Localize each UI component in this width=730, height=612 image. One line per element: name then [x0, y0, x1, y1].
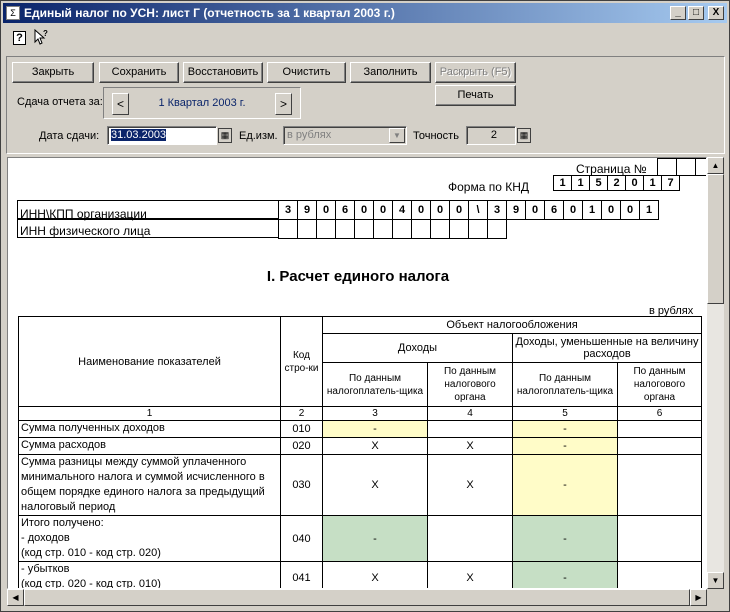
row-c4[interactable]: X — [428, 455, 513, 516]
scroll-corner — [707, 589, 724, 606]
date-input[interactable] — [107, 126, 217, 145]
digit-cell[interactable]: \ — [468, 200, 488, 220]
row-code: 041 — [281, 562, 323, 590]
pointer-help-icon[interactable] — [32, 29, 50, 47]
digit-cell[interactable]: 0 — [563, 200, 583, 220]
digit-cell[interactable]: 9 — [506, 200, 526, 220]
page-label: Страница № — [576, 162, 647, 176]
header-name: Наименование показателей — [19, 317, 281, 407]
vertical-scroll-thumb[interactable] — [707, 174, 724, 304]
toolbar — [5, 26, 50, 50]
row-c3[interactable]: - — [323, 516, 428, 562]
digit-cell[interactable] — [468, 219, 488, 239]
digit-cell[interactable]: 3 — [487, 200, 507, 220]
row-c6[interactable] — [618, 455, 702, 516]
row-c6[interactable] — [618, 516, 702, 562]
digit-cell[interactable]: 1 — [639, 200, 659, 220]
close-window-button[interactable]: X — [708, 6, 724, 20]
clear-button[interactable]: Очистить — [267, 62, 346, 83]
header-by-payer: По данным налогоплатель-щика — [323, 363, 428, 407]
save-button[interactable]: Сохранить — [99, 62, 179, 83]
report-document — [7, 157, 707, 589]
row-c3[interactable]: X — [323, 562, 428, 590]
period-value: 1 Квартал 2003 г. — [158, 97, 246, 109]
digit-cell[interactable] — [297, 219, 317, 239]
title-bar[interactable] — [3, 3, 727, 23]
digit-cell[interactable] — [278, 219, 298, 239]
inn-phys-label: ИНН физического лица — [17, 219, 279, 238]
help-icon[interactable]: ? — [13, 31, 26, 45]
calendar-icon[interactable]: ▦ — [218, 128, 232, 143]
expand-button[interactable]: Раскрыть (F5) — [435, 62, 516, 83]
digit-cell[interactable] — [335, 219, 355, 239]
header-code: Код стро-ки — [281, 317, 323, 407]
fill-button[interactable]: Заполнить — [350, 62, 431, 83]
inn-kpp-label: ИНН\КПП организации — [17, 200, 279, 219]
digit-cell[interactable] — [487, 219, 507, 239]
row-c5[interactable]: - — [513, 438, 618, 455]
row-name: Итого получено: - доходов (код стр. 010 - код стр. 020) — [19, 516, 281, 562]
row-c4[interactable]: X — [428, 438, 513, 455]
close-button[interactable]: Закрыть — [12, 62, 94, 83]
precision-value: 2 — [490, 129, 497, 141]
units-label: Ед.изм. — [239, 130, 278, 142]
header-by-authority-2: По данным налогового органа — [618, 363, 702, 407]
digit-cell[interactable]: 3 — [278, 200, 298, 220]
header-by-authority: По данным налогового органа — [428, 363, 513, 407]
digit-cell[interactable]: 1 — [571, 175, 590, 191]
horizontal-scrollbar[interactable] — [7, 589, 707, 606]
row-c6[interactable] — [618, 438, 702, 455]
print-button[interactable]: Печать — [435, 85, 516, 106]
digit-cell[interactable]: 0 — [411, 200, 431, 220]
digit-cell[interactable]: 1 — [553, 175, 572, 191]
precision-label: Точность — [413, 130, 459, 142]
table-row — [19, 562, 702, 590]
col-number: 4 — [428, 407, 513, 421]
row-code: 020 — [281, 438, 323, 455]
row-c6[interactable] — [618, 421, 702, 438]
row-name: - убытков (код стр. 020 - код стр. 010) — [19, 562, 281, 590]
digit-cell[interactable]: 5 — [589, 175, 608, 191]
next-period-button[interactable]: > — [275, 93, 292, 115]
row-c3[interactable]: X — [323, 455, 428, 516]
restore-button[interactable]: Восстановить — [183, 62, 263, 83]
digit-cell[interactable]: 4 — [392, 200, 412, 220]
col-number: 3 — [323, 407, 428, 421]
header-income-minus: Доходы, уменьшенные на величину расходов — [513, 334, 702, 363]
date-value: 31.03.2003 — [111, 129, 167, 141]
scroll-left-icon[interactable]: ◀ — [7, 589, 24, 606]
digit-cell[interactable]: 9 — [297, 200, 317, 220]
col-number: 6 — [618, 407, 702, 421]
scroll-right-icon[interactable]: ▶ — [690, 589, 707, 606]
row-name: Сумма разницы между суммой уплаченного минимального налога и суммой исчисленного в общем порядке единого налога за предыдущий налоговый период — [19, 455, 281, 516]
tax-table — [18, 316, 702, 589]
svg-text:?: ? — [43, 29, 48, 38]
date-label: Дата сдачи: — [39, 130, 100, 142]
digit-cell[interactable]: 0 — [354, 200, 374, 220]
digit-cell[interactable]: 7 — [661, 175, 680, 191]
row-code: 030 — [281, 455, 323, 516]
row-c4[interactable]: X — [428, 562, 513, 590]
row-c4[interactable] — [428, 421, 513, 438]
row-c6[interactable] — [618, 562, 702, 590]
section-title: I. Расчет единого налога — [266, 268, 450, 285]
precision-input[interactable] — [466, 126, 516, 145]
row-c5[interactable]: - — [513, 455, 618, 516]
digit-cell[interactable] — [411, 219, 431, 239]
units-value: в рублях — [287, 129, 332, 141]
digit-cell[interactable] — [373, 219, 393, 239]
col-number: 1 — [19, 407, 281, 421]
row-c5[interactable]: - — [513, 421, 618, 438]
currency-note: в рублях — [649, 305, 694, 317]
header-income: Доходы — [323, 334, 513, 363]
scroll-down-icon[interactable]: ▼ — [707, 572, 724, 589]
digit-cell[interactable] — [430, 219, 450, 239]
knd-cells — [554, 175, 680, 191]
header-object: Объект налогообложения — [323, 317, 702, 334]
period-selector — [103, 87, 301, 119]
row-c3[interactable]: - — [323, 421, 428, 438]
digit-cell[interactable] — [392, 219, 412, 239]
table-row — [19, 455, 702, 516]
row-code: 040 — [281, 516, 323, 562]
header-by-payer-2: По данным налогоплатель-щика — [513, 363, 618, 407]
digit-cell[interactable]: 0 — [316, 200, 336, 220]
chevron-down-icon[interactable]: ▼ — [389, 128, 405, 143]
page-cell[interactable] — [657, 158, 677, 176]
page-cell[interactable] — [676, 158, 696, 176]
digit-cell[interactable]: 0 — [625, 175, 644, 191]
digit-cell[interactable] — [449, 219, 469, 239]
col-number: 2 — [281, 407, 323, 421]
inn-phys-cells — [279, 219, 507, 239]
knd-label: Форма по КНД — [448, 180, 530, 194]
window-title: Единый налог по УСН: лист Г (отчетность за 1 квартал 2003 г.) — [24, 6, 395, 20]
vertical-scrollbar[interactable] — [707, 157, 724, 589]
digit-cell[interactable]: 6 — [335, 200, 355, 220]
row-c4[interactable] — [428, 516, 513, 562]
column-numbers-row — [19, 407, 702, 421]
scroll-up-icon[interactable]: ▲ — [707, 157, 724, 174]
minimize-button[interactable]: _ — [670, 6, 686, 20]
digit-cell[interactable] — [316, 219, 336, 239]
app-icon: Σ — [6, 6, 20, 20]
maximize-button[interactable]: □ — [688, 6, 704, 20]
digit-cell[interactable]: 0 — [620, 200, 640, 220]
table-row — [19, 438, 702, 455]
page-cell[interactable] — [695, 158, 707, 176]
inn-kpp-row — [18, 200, 279, 219]
digit-cell[interactable]: 0 — [373, 200, 393, 220]
digit-cell[interactable]: 0 — [430, 200, 450, 220]
col-number: 5 — [513, 407, 618, 421]
horizontal-scroll-thumb[interactable] — [24, 589, 690, 606]
inn-phys-row — [18, 219, 279, 238]
row-c5[interactable]: - — [513, 516, 618, 562]
digit-cell[interactable]: 1 — [582, 200, 602, 220]
digit-cell[interactable]: 1 — [643, 175, 662, 191]
row-c3[interactable]: X — [323, 438, 428, 455]
precision-calc-icon[interactable]: ▦ — [517, 128, 531, 143]
row-c5[interactable]: - — [513, 562, 618, 590]
digit-cell[interactable]: 0 — [525, 200, 545, 220]
table-row — [19, 421, 702, 438]
period-label: Сдача отчета за: — [17, 96, 103, 108]
prev-period-button[interactable]: < — [112, 93, 129, 115]
inn-kpp-cells — [279, 200, 659, 220]
digit-cell[interactable]: 2 — [607, 175, 626, 191]
row-name: Сумма расходов — [19, 438, 281, 455]
digit-cell[interactable]: 0 — [449, 200, 469, 220]
digit-cell[interactable]: 0 — [601, 200, 621, 220]
page-number-cells — [658, 158, 707, 176]
table-row — [19, 516, 702, 562]
row-code: 010 — [281, 421, 323, 438]
digit-cell[interactable] — [354, 219, 374, 239]
row-name: Сумма полученных доходов — [19, 421, 281, 438]
digit-cell[interactable]: 6 — [544, 200, 564, 220]
